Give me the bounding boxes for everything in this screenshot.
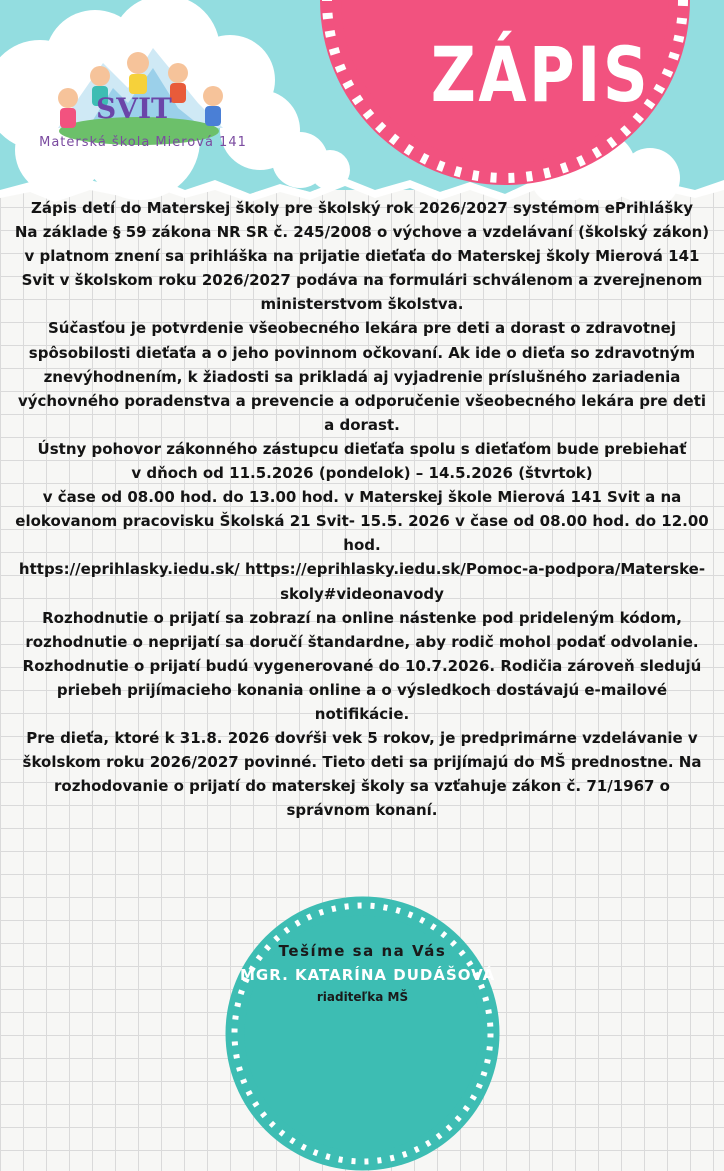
- paragraph-interview: Ústny pohovor zákonného zástupcu dieťaťa spolu s dieťaťom bude prebiehať: [37, 439, 687, 458]
- paragraph-medical: Súčasťou je potvrdenie všeobecného lekára pre deti a dorast o zdravotnej spôsobilosti dieťaťa a o jeho povinnom očkovaní. Ak ide o dieťa so zdravotným znevýhodnením, k žiadosti sa prikladá aj vyjadrenie príslušného zariadenia výchovného poradenstva a prevencie a odporučenie všeobecného lekára pre deti a dorast.: [17, 319, 707, 434]
- intro-heading: Zápis detí do Materskej školy pre školský rok 2026/2027 systémom ePrihlášky: [30, 199, 694, 217]
- paragraph-legal-basis: Na základe § 59 zákona NR SR č. 245/2008 o výchove a vzdelávaní (školský zákon) v platnom znení sa prihláška na prijatie dieťaťa do Materskej školy Mierová 141 Svit v školskom roku 2026/2027 podáva na formulári schválenom a zverejnenom ministerstvom školstva.: [14, 223, 710, 314]
- logo-name: SVIT: [96, 92, 172, 125]
- paragraph-times: v čase od 08.00 hod. do 13.00 hod. v Materskej škole Mierová 141 Svit a na elokovanom pracovisku Školská 21 Svit- 15.5. 2026 v čase od 08.00 hod. do 12.00 hod.: [15, 488, 709, 555]
- footer-name: MGR. KATARÍNA DUDÁŠOVÁ: [240, 966, 496, 984]
- logo-subtitle: Materská škola Mierová 141: [39, 135, 247, 150]
- footer-role: riaditeľka MŠ: [316, 990, 409, 1004]
- paragraph-decision: Rozhodnutie o prijatí sa zobrazí na online nástenke pod prideleným kódom, rozhodnutie o neprijatí sa doručí štandardne, aby rodič mohol podať odvolanie. Rozhodnutie o prijatí budú vygenerované do 10.7.2026. Rodičia zároveň sledujú priebeh prijímacieho konania online a o výsledkoch dostávajú e-mailové notifikácie.: [22, 608, 702, 723]
- page-title: ZÁPIS: [430, 30, 651, 119]
- announcement-body: [14, 196, 710, 822]
- footer-circle: [225, 896, 500, 1171]
- paragraph-mandatory: Pre dieťa, ktoré k 31.8. 2026 dovŕši vek 5 rokov, je predprimárne vzdelávanie v školskom roku 2026/2027 povinné. Tieto deti sa prijímajú do MŠ prednostne. Na rozhodovanie o prijatí do materskej školy sa vzťahuje zákon č. 71/1967 o správnom konaní.: [22, 729, 702, 820]
- footer-greeting: Tešíme sa na Vás: [278, 942, 447, 960]
- paragraph-dates: v dňoch od 11.5.2026 (pondelok) – 14.5.2026 (štvrtok): [131, 464, 593, 483]
- paragraph-links[interactable]: https://eprihlasky.iedu.sk/ https://eprihlasky.iedu.sk/Pomoc-a-podpora/Materske-skoly#videonavody: [18, 560, 706, 603]
